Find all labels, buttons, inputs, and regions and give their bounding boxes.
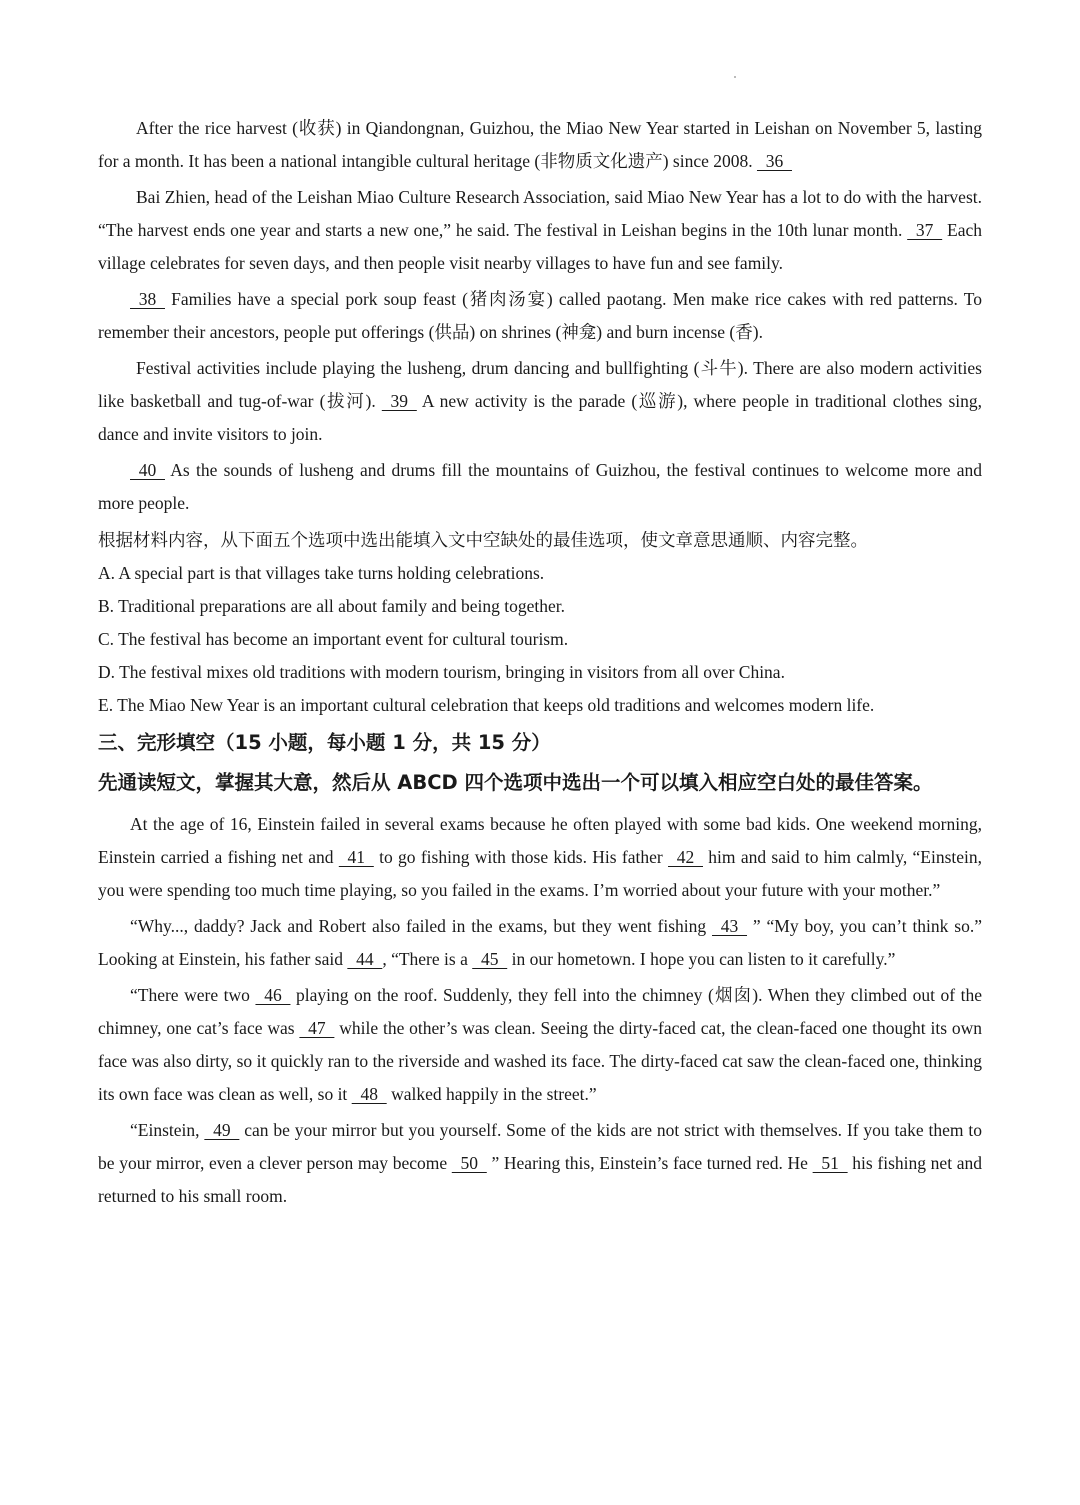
blank-41: 41	[338, 847, 374, 867]
blank-51: 51	[812, 1153, 848, 1173]
passage-text: Bai Zhien, head of the Leishan Miao Culture Research Association, said Miao New Year has a lot to do with the harvest. “The harvest ends one year and starts a new one,” he said. The festival in Leishan begins in the 10th lunar month.	[98, 187, 982, 240]
passage-text: A new activity is the parade (巡游), where people in traditional clothes sing, dance and invite visitors to join.	[98, 391, 982, 444]
blank-45: 45	[472, 949, 508, 969]
blank-48: 48	[351, 1084, 387, 1104]
passage-text: walked happily in the street.”	[386, 1084, 597, 1104]
passage1-paragraph-2	[98, 181, 982, 280]
exam-page	[98, 112, 982, 1216]
blank-39: 39	[381, 391, 417, 411]
blank-50: 50	[451, 1153, 487, 1173]
passage-text: “Einstein,	[130, 1120, 205, 1140]
passage1-paragraph-4	[98, 352, 982, 451]
passage2-paragraph-4	[98, 1114, 982, 1213]
passage-text: him and said to him calmly, “Einstein, you were spending too much time playing, so you failed in the exams. I’m worried about your future with your mother.”	[98, 847, 983, 900]
passage-text: Each village celebrates for seven days, and then people visit nearby villages to have fun and see family.	[98, 220, 982, 273]
passage-text: After the rice harvest (收获) in Qiandongnan, Guizhou, the Miao New Year started in Leishan on November 5, lasting for a month. It has been a national intangible cultural heritage (非物质文化遗产) since 2008.	[98, 118, 982, 171]
option-c: C. The festival has become an important event for cultural tourism.	[98, 629, 569, 649]
passage1-paragraph-1	[98, 112, 982, 178]
blank-49: 49	[204, 1120, 240, 1140]
passage-text: ” Hearing this, Einstein’s face turned red. He	[486, 1153, 813, 1173]
passage2-paragraph-3	[98, 979, 982, 1111]
blank-43: 43	[712, 916, 748, 936]
option-a: A. A special part is that villages take turns holding celebrations.	[98, 563, 545, 583]
blank-46: 46	[255, 985, 291, 1005]
passage-text: his fishing net and returned to his small room.	[98, 1153, 982, 1206]
passage-text: to go fishing with those kids. His father	[373, 847, 668, 867]
passage1-paragraph-3	[98, 283, 982, 349]
blank-44: 44	[347, 949, 383, 969]
section-title: 三、完形填空（15 小题，每小题 1 分，共 15 分）	[98, 731, 551, 754]
blank-38: 38	[130, 289, 165, 309]
blank-37: 37	[907, 220, 943, 240]
blank-47: 47	[299, 1018, 335, 1038]
passage-text: , “There is a	[382, 949, 473, 969]
section-instruction: 先通读短文，掌握其大意，然后从 ABCD 四个选项中选出一个可以填入相应空白处的最佳答案。	[98, 771, 933, 794]
passage-text: Festival activities include playing the lusheng, drum dancing and bullfighting (斗牛). There are also modern activities like basketball and tug-of-war (拔河).	[98, 358, 982, 411]
passage-text: in our hometown. I hope you can listen to it carefully.”	[507, 949, 896, 969]
passage-text: “Why..., daddy? Jack and Robert also failed in the exams, but they went fishing	[130, 916, 713, 936]
option-d: D. The festival mixes old traditions with modern tourism, bringing in visitors from all over China.	[98, 662, 785, 682]
scan-speck	[734, 76, 736, 78]
passage-text: Families have a special pork soup feast (猪肉汤宴) called paotang. Men make rice cakes with red patterns. To remember their ancestors, people put offerings (供品) on shrines (神龛) and burn incense (香).	[98, 289, 982, 342]
passage-text: while the other’s was clean. Seeing the dirty-faced cat, the clean-faced one thought its own face was also dirty, so it quickly ran to the riverside and washed its face. The dirty-faced cat saw the clean-faced one, thinking its own face was clean as well, so it	[98, 1018, 982, 1104]
passage-text: As the sounds of lusheng and drums fill the mountains of Guizhou, the festival continues to welcome more and more people.	[98, 460, 982, 513]
passage-text: At the age of 16, Einstein failed in several exams because he often played with some bad kids. One weekend morning, Einstein carried a fishing net and	[98, 814, 982, 867]
options-instruction: 根据材料内容，从下面五个选项中选出能填入文中空缺处的最佳选项，使文章意思通顺、内容完整。	[98, 530, 868, 550]
passage-text: “There were two	[130, 985, 256, 1005]
passage2-paragraph-2	[98, 910, 982, 976]
passage-text: can be your mirror but you yourself. Some of the kids are not strict with themselves. If you take them to be your mirror, even a clever person may become	[98, 1120, 982, 1173]
option-e: E. The Miao New Year is an important cultural celebration that keeps old traditions and welcomes modern life.	[98, 695, 875, 715]
option-b: B. Traditional preparations are all about family and being together.	[98, 596, 566, 616]
passage-text: ” “My boy, you can’t think so.” Looking at Einstein, his father said	[98, 916, 982, 969]
passage1-paragraph-5	[98, 454, 982, 520]
blank-40: 40	[130, 460, 165, 480]
passage-text: playing on the roof. Suddenly, they fell into the chimney (烟囱). When they climbed out of the chimney, one cat’s face was	[98, 985, 982, 1038]
passage2-paragraph-1	[98, 808, 982, 907]
blank-36: 36	[756, 151, 792, 171]
blank-42: 42	[668, 847, 703, 867]
